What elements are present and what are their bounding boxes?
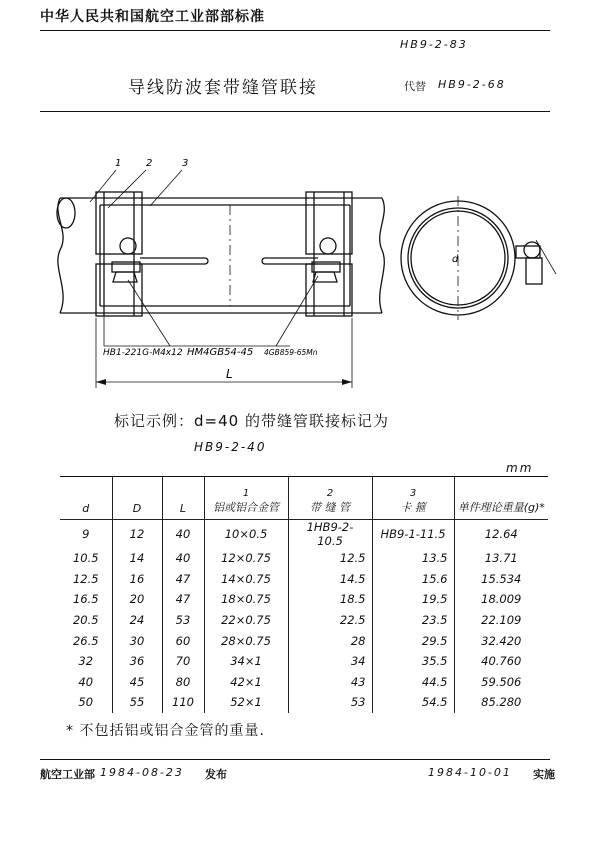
table-header-row	[60, 476, 548, 520]
table-cell: 32	[60, 651, 112, 672]
table-cell: 18.5	[288, 589, 372, 610]
part-label-screw: HB1-221G-M4x12	[103, 348, 183, 358]
dimensions-table	[60, 476, 548, 713]
table-cell: 15.6	[372, 569, 454, 590]
footer-impl-date: 1984-10-01	[428, 766, 512, 779]
col-header-aluminium-tube: 1 铝或铝合金管	[204, 476, 288, 520]
table-cell: 40	[60, 672, 112, 693]
table-cell: 34×1	[204, 651, 288, 672]
table-cell: 47	[162, 589, 204, 610]
table-row	[60, 630, 548, 651]
table-cell: 42×1	[204, 672, 288, 693]
table-cell: 47	[162, 569, 204, 590]
table-row	[60, 569, 548, 590]
table-cell: 29.5	[372, 630, 454, 651]
col-header-D: D	[112, 476, 162, 520]
col-header-clamp: 3 卡 箍	[372, 476, 454, 520]
table-cell: 12.5	[60, 569, 112, 590]
part-label-washer: 4GB859-65Mn	[264, 348, 318, 357]
table-cell: 22.109	[481, 613, 522, 628]
marking-example: 标记示例：d=40 的带缝管联接标记为	[114, 412, 389, 430]
table-cell: 85.280	[481, 695, 522, 710]
table-cell: 14×0.75	[204, 569, 288, 590]
col-header-slotted-sleeve: 2 带 缝 管	[288, 476, 372, 520]
marking-example-code: HB9-2-40	[194, 440, 267, 454]
table-cell: 12.5	[288, 548, 372, 569]
table-cell: 23.5	[372, 610, 454, 631]
table-cell: 16	[112, 569, 162, 590]
table-cell: 50	[60, 692, 112, 713]
table-cell: 18×0.75	[204, 589, 288, 610]
table-cell: 60	[162, 630, 204, 651]
table-row	[60, 692, 548, 713]
table-cell: 13.71	[484, 551, 518, 566]
table-cell: 10×0.5	[204, 520, 288, 549]
table-cell: 40.760	[481, 654, 522, 669]
standard-number: HB9-2-83	[400, 38, 468, 51]
unit-label: mm	[506, 461, 534, 475]
table-cell: 53	[288, 692, 372, 713]
table-cell: 110	[162, 692, 204, 713]
footer-issue-label: 发布	[205, 768, 227, 781]
table-cell: 32.420	[481, 633, 522, 648]
table-cell: 43	[288, 672, 372, 693]
table-cell: 12	[112, 520, 162, 549]
col-header-weight: 单件理论重量(g)*	[457, 501, 545, 514]
clamp-left-drawing	[96, 192, 142, 316]
table-row	[60, 589, 548, 610]
table-row	[60, 548, 548, 569]
table-cell: 22.5	[288, 610, 372, 631]
col-header-L: L	[162, 476, 204, 520]
replaces-label: 代替	[404, 80, 426, 93]
footer-impl-label: 实施	[533, 768, 555, 781]
table-row	[60, 610, 548, 631]
table-cell: 15.534	[481, 571, 522, 586]
issuing-organization: 中华人民共和国航空工业部部标准	[40, 9, 265, 25]
table-cell: 28	[288, 630, 372, 651]
table-cell: 12.64	[484, 527, 518, 541]
table-cell: 54.5	[372, 692, 454, 713]
part-label-nut: HM4GB54-45	[187, 347, 254, 358]
callout-1: 1	[115, 158, 122, 169]
footnote: * 不包括铝或铝合金管的重量.	[66, 723, 265, 739]
table-cell: 1HB9-2-10.5	[288, 520, 372, 549]
table-cell: 13.5	[372, 548, 454, 569]
table-cell: 30	[112, 630, 162, 651]
table-cell: 24	[112, 610, 162, 631]
slotted-sleeve-drawing	[100, 205, 350, 306]
table-cell: 14.5	[288, 569, 372, 590]
table-cell: 14	[112, 548, 162, 569]
end-view-drawing	[401, 196, 556, 320]
table-cell: 70	[162, 651, 204, 672]
footer-issuer: 航空工业部	[40, 768, 95, 781]
table-cell: 9	[60, 520, 112, 549]
table-cell: 19.5	[372, 589, 454, 610]
table-cell: 28×0.75	[204, 630, 288, 651]
table-cell: 55	[112, 692, 162, 713]
callout-3: 3	[182, 158, 189, 169]
table-cell: 16.5	[60, 589, 112, 610]
table-row	[60, 520, 548, 549]
table-cell: 59.506	[481, 674, 522, 689]
table-cell: 53	[162, 610, 204, 631]
table-row	[60, 651, 548, 672]
table-cell: 45	[112, 672, 162, 693]
table-cell: 35.5	[372, 651, 454, 672]
table-cell: 36	[112, 651, 162, 672]
table-cell: 80	[162, 672, 204, 693]
table-cell: 12×0.75	[204, 548, 288, 569]
callout-2: 2	[146, 158, 153, 169]
table-cell: 26.5	[60, 630, 112, 651]
aluminium-tube-drawing	[57, 198, 384, 313]
document-title: 导线防波套带缝管联接	[128, 78, 318, 98]
col-header-d: d	[60, 476, 112, 520]
replaces-value: HB9-2-68	[438, 78, 506, 91]
length-label: L	[226, 367, 233, 381]
table-cell: 52×1	[204, 692, 288, 713]
table-cell: 22×0.75	[204, 610, 288, 631]
diameter-label: d	[452, 254, 459, 265]
table-row	[60, 672, 548, 693]
table-cell: 40	[162, 548, 204, 569]
table-cell: 20.5	[60, 610, 112, 631]
footer-rule	[40, 759, 550, 760]
table-cell: HB9-1-11.5	[372, 520, 454, 549]
table-cell: 10.5	[60, 548, 112, 569]
table-cell: 44.5	[372, 672, 454, 693]
table-cell: 18.009	[481, 592, 522, 607]
table-cell: 20	[112, 589, 162, 610]
footer-issue-date: 1984-08-23	[100, 766, 184, 779]
table-cell: 40	[162, 520, 204, 549]
clamp-right-drawing	[306, 192, 352, 316]
table-cell: 34	[288, 651, 372, 672]
